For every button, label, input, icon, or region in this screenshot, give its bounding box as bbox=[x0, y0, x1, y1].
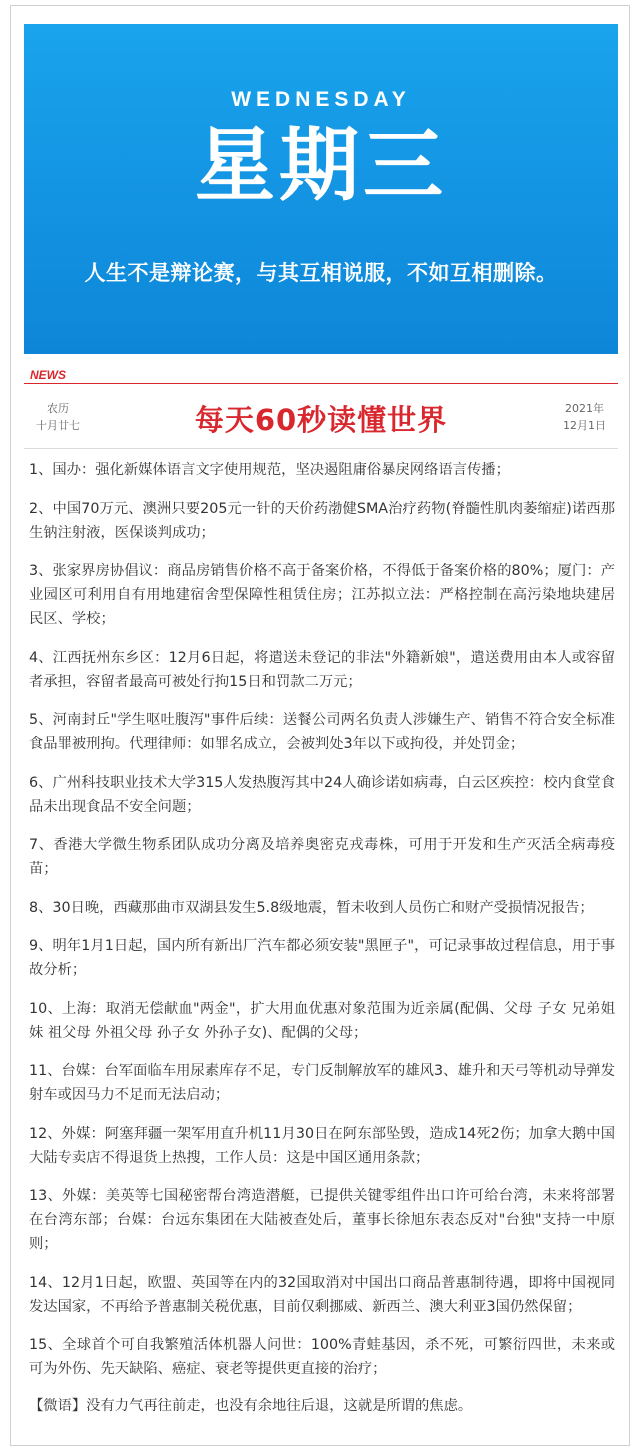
news-item-7: 7、香港大学微生物系团队成功分离及培养奥密克戎毒株，可用于开发和生产灭活全病毒疫苗； bbox=[29, 837, 615, 877]
headline-title: 每天60秒读懂世界 bbox=[194, 403, 448, 437]
date: 12月1日 bbox=[563, 419, 606, 432]
weekday-english: WEDNESDAY bbox=[231, 88, 411, 111]
news-tag: NEWS bbox=[30, 368, 66, 382]
news-item-15: 15、全球首个可自我繁殖活体机器人问世：100%青蛙基因，杀不死，可繁衍四世，未来或可为外伤、先天缺陷、癌症、衰老等提供更直接的治疗； bbox=[29, 1337, 615, 1377]
lunar-label: 农历 bbox=[47, 402, 69, 415]
news-item-12: 12、外媒：阿塞拜疆一架军用直升机11月30日在阿东部坠毁，造成14死2伤；加拿大鹅中国大陆专卖店不得退货上热搜，工作人员：这是中国区通用条款； bbox=[29, 1125, 615, 1166]
gregorian-date-block bbox=[563, 400, 606, 434]
news-item-3: 3、张家界房协倡议：商品房销售价格不高于备案价格，不得低于备案价格的80%；厦门：产业园区可利用自有用地建宿舍型保障性租赁住房；江苏拟立法：严格控制在高污染地块建居民区、学校； bbox=[29, 563, 615, 627]
news-item-10: 10、上海：取消无偿献血"两金"，扩大用血优惠对象范围为近亲属(配偶、父母 子女 兄弟姐妹 祖父母 外祖父母 孙子女 外孙子女)、配偶的父母； bbox=[29, 1000, 615, 1041]
year: 2021年 bbox=[565, 402, 604, 415]
news-item-8: 8、30日晚，西藏那曲市双湖县发生5.8级地震，暂未收到人员伤亡和财产受损情况报告； bbox=[29, 899, 594, 916]
banner bbox=[24, 24, 618, 354]
news-item-14: 14、12月1日起，欧盟、英国等在内的32国取消对中国出口商品普惠制待遇，即将中国视同发达国家，不再给予普惠制关税优惠，目前仅剩挪威、新西兰、澳大利亚3国仍然保留； bbox=[29, 1274, 615, 1315]
header-row bbox=[24, 400, 618, 442]
daily-motto: 【微语】没有力气再往前走，也没有余地往后退，这就是所谓的焦虑。 bbox=[29, 1397, 473, 1414]
news-list bbox=[29, 458, 615, 1418]
banner-slogan: 人生不是辩论赛，与其互相说服，不如互相删除。 bbox=[84, 261, 558, 285]
news-item-2: 2、中国70万元、澳洲只要205元一针的天价药渤健SMA治疗药物(脊髓性肌肉萎缩症)诺西那生钠注射液，医保谈判成功； bbox=[29, 500, 615, 541]
news-divider bbox=[24, 383, 618, 384]
news-item-11: 11、台媒：台军面临车用尿素库存不足，专门反制解放军的雄风3、雄升和天弓等机动导弹发射车或因马力不足而无法启动； bbox=[29, 1063, 615, 1103]
news-item-13: 13、外媒：美英等七国秘密帮台湾造潜艇，已提供关键零组件出口许可给台湾，未来将部署在台湾东部；台媒：台远东集团在大陆被查处后，董事长徐旭东表态反对"台独"支持一中原则； bbox=[29, 1188, 615, 1252]
news-card bbox=[10, 5, 630, 1446]
news-item-6: 6、广州科技职业技术大学315人发热腹泻其中24人确诊诺如病毒，白云区疾控：校内食堂食品未出现食品不安全问题； bbox=[29, 774, 615, 815]
news-item-4: 4、江西抚州东乡区：12月6日起，将遣送未登记的非法"外籍新娘"，遣送费用由本人或容留者承担，容留者最高可被处行拘15日和罚款二万元； bbox=[29, 649, 615, 690]
weekday-chinese: 星期三 bbox=[195, 119, 447, 212]
header-divider bbox=[24, 448, 618, 449]
news-item-9: 9、明年1月1日起，国内所有新出厂汽车都必须安装"黑匣子"，可记录事故过程信息，用于事故分析； bbox=[29, 938, 615, 978]
news-item-1: 1、国办：强化新媒体语言文字使用规范，坚决遏阻庸俗暴戾网络语言传播； bbox=[29, 462, 510, 478]
lunar-date: 十月廿七 bbox=[36, 419, 80, 432]
news-item-5: 5、河南封丘"学生呕吐腹泻"事件后续：送餐公司两名负责人涉嫌生产、销售不符合安全标准食品罪被刑拘。代理律师：如罪名成立，会被判处3年以下或拘役，并处罚金； bbox=[29, 712, 615, 752]
